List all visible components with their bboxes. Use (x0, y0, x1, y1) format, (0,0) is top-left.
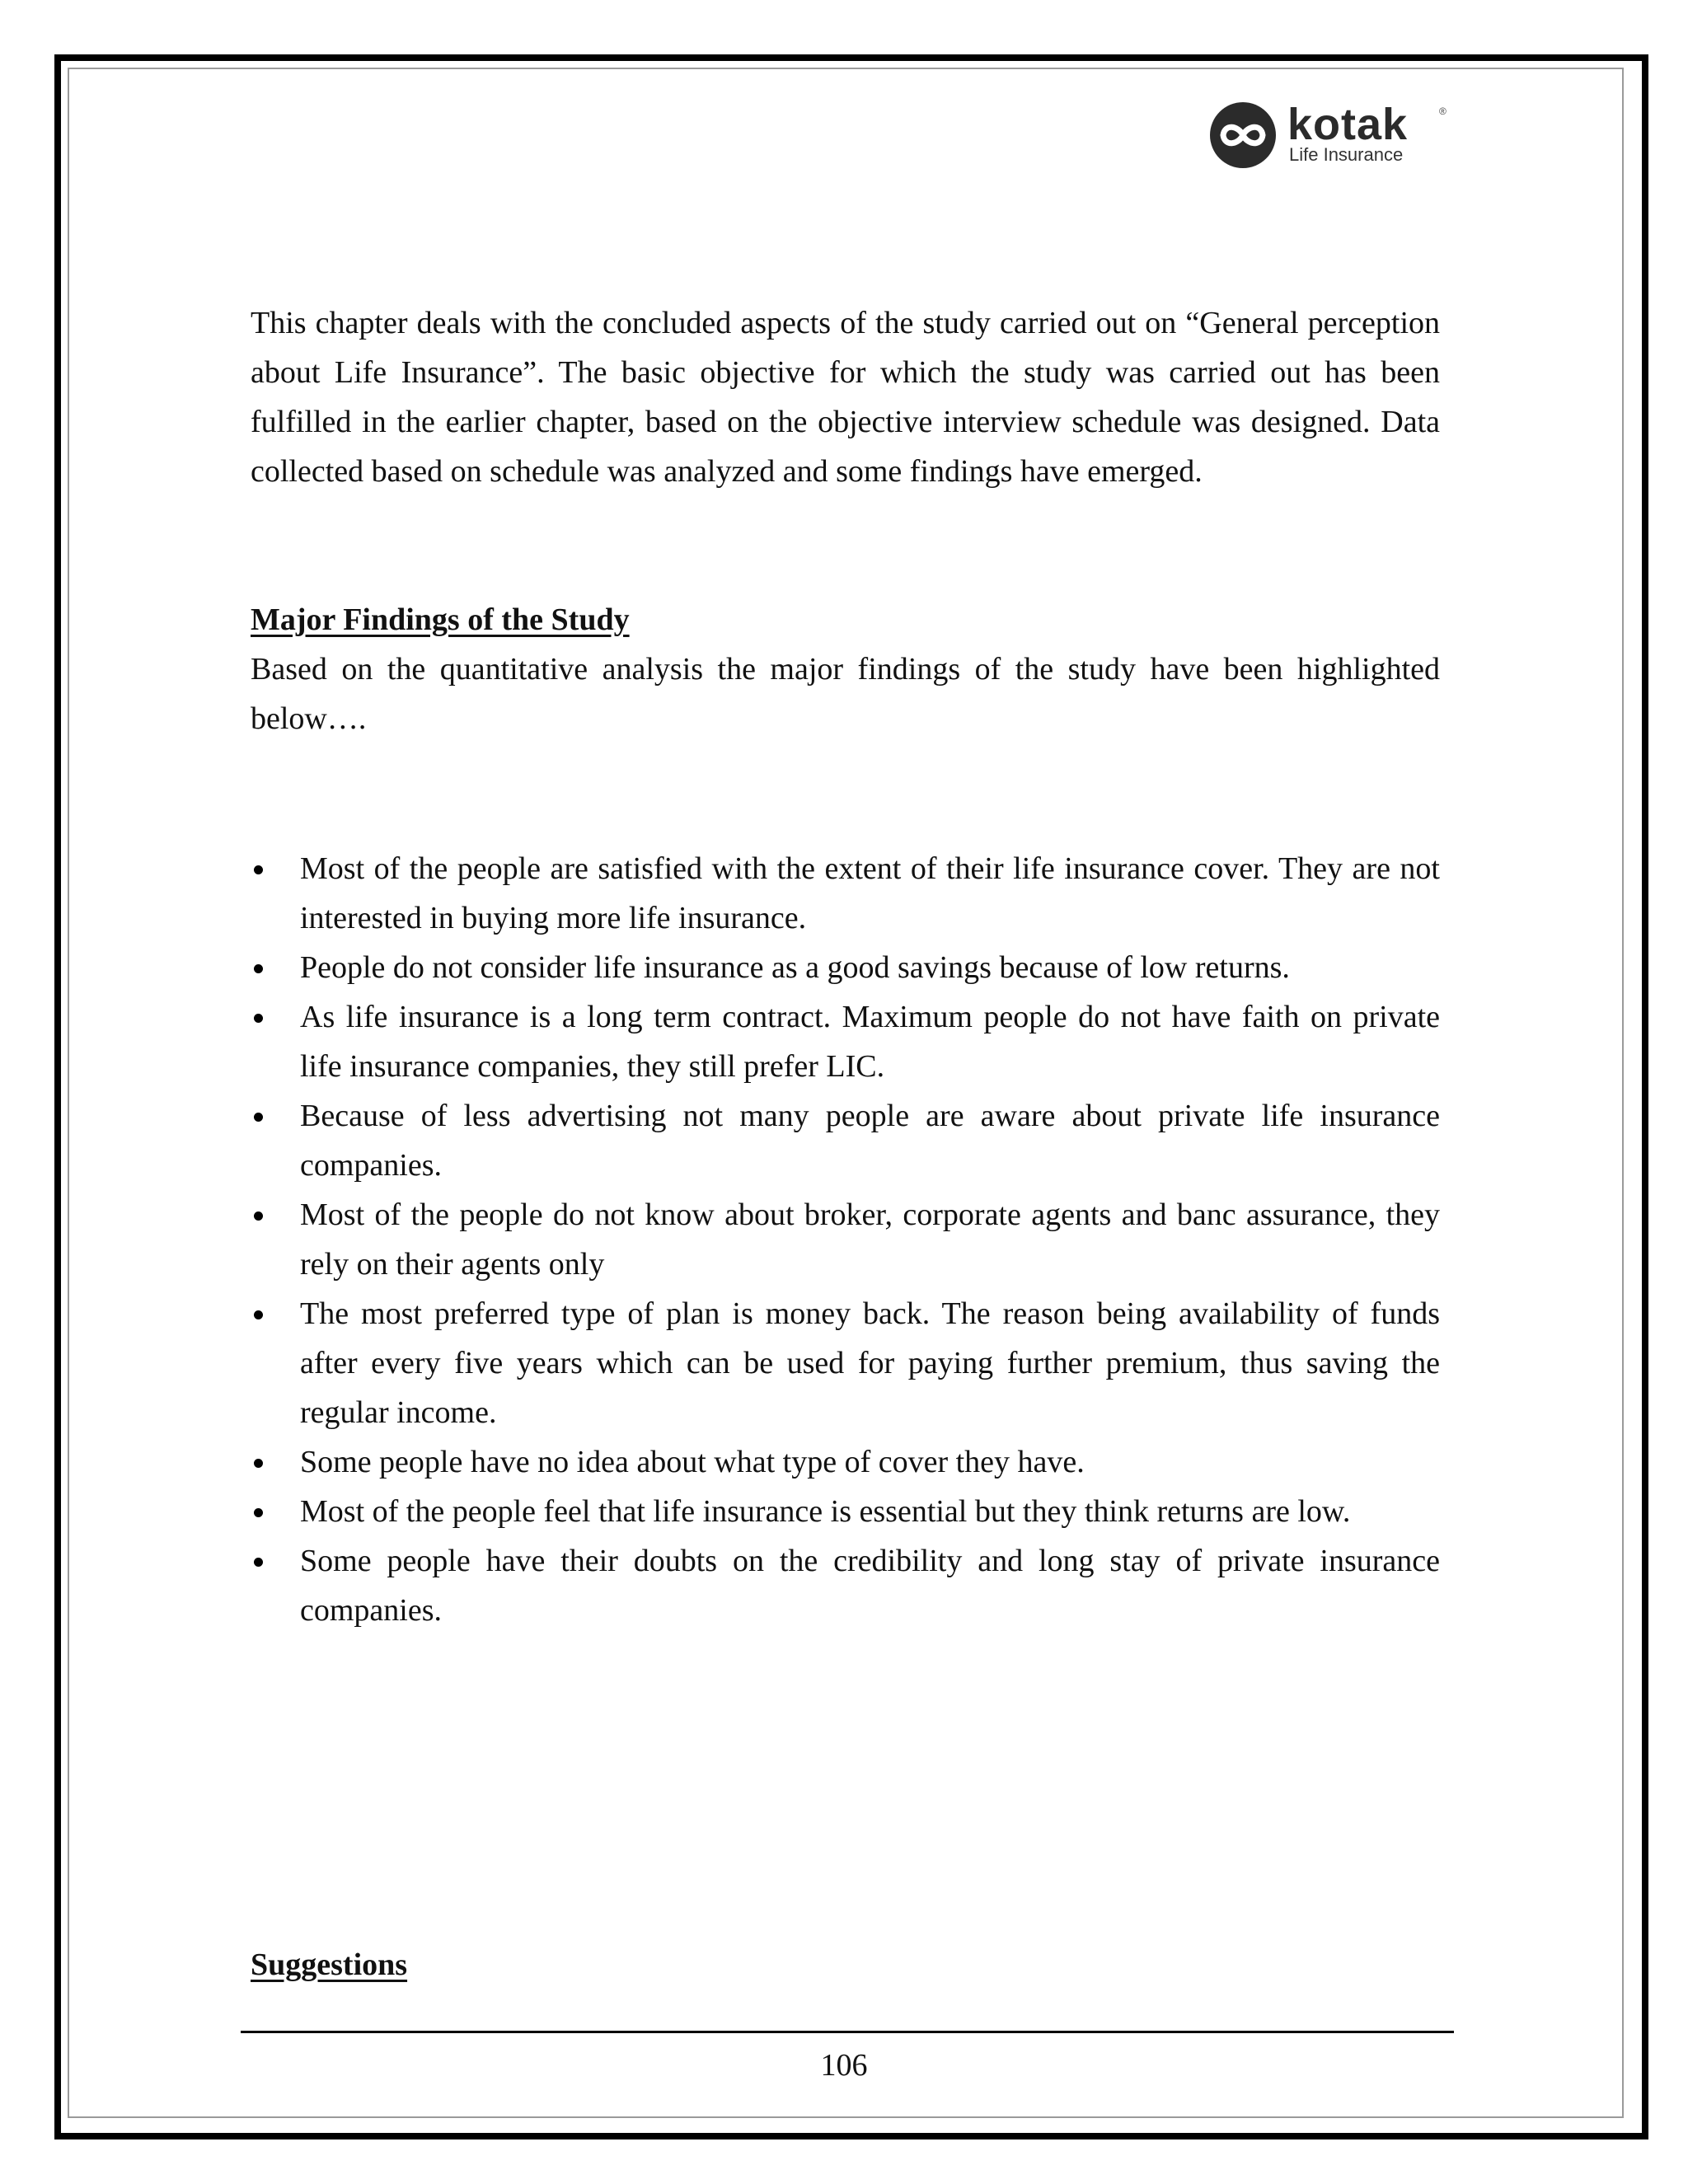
list-item (251, 1487, 1440, 1536)
major-findings-section (251, 595, 1440, 743)
findings-list (251, 844, 1440, 1635)
list-item-text: Some people have no idea about what type of cover they have. (300, 1445, 1085, 1479)
list-item-text: As life insurance is a long term contract. Maximum people do not have faith on private life insurance companies, they still prefer LIC. (300, 1000, 1440, 1084)
logo-registered-mark: ® (1439, 105, 1447, 117)
infinity-logo-icon (1208, 101, 1279, 170)
logo-subtitle: Life Insurance (1289, 144, 1404, 165)
list-item-text: Some people have their doubts on the credibility and long stay of private insurance companies. (300, 1544, 1440, 1628)
page-number: 106 (820, 2048, 868, 2083)
suggestions-heading: Suggestions (251, 1947, 408, 1982)
list-item-text: Most of the people are satisfied with the extent of their life insurance cover. They are not interested in buying more life insurance. (300, 851, 1440, 935)
major-findings-lead: Based on the quantitative analysis the major findings of the study have been highlighted below…. (251, 652, 1440, 736)
list-item-text: The most preferred type of plan is money back. The reason being availability of funds after every five years which can be used for paying further premium, thus saving the regular income. (300, 1296, 1440, 1430)
list-item-text: Most of the people do not know about broker, corporate agents and banc assurance, they rely on their agents only (300, 1197, 1440, 1282)
list-item (251, 943, 1440, 992)
list-item-text: People do not consider life insurance as a good savings because of low returns. (300, 950, 1290, 985)
list-item (251, 1190, 1440, 1289)
list-item (251, 1536, 1440, 1635)
logo-brand-text: kotak (1287, 100, 1409, 149)
list-item (251, 844, 1440, 943)
major-findings-heading: Major Findings of the Study (251, 602, 630, 637)
intro-section (251, 298, 1440, 496)
footer-divider (241, 2031, 1454, 2033)
list-item (251, 1437, 1440, 1487)
suggestions-section (251, 1940, 1440, 1990)
list-item (251, 992, 1440, 1091)
intro-paragraph: This chapter deals with the concluded aspects of the study carried out on “General perception about Life Insurance”. The basic objective for which the study was carried out has been fulfilled in the earlier chapter, based on the objective interview schedule was designed. Data collected based on schedule was analyzed and some findings have emerged. (251, 306, 1440, 489)
list-item (251, 1289, 1440, 1437)
list-item-text: Most of the people feel that life insurance is essential but they think returns are low. (300, 1494, 1351, 1529)
list-item-text: Because of less advertising not many people are aware about private life insurance companies. (300, 1099, 1440, 1183)
kotak-logo (1208, 101, 1447, 170)
list-item (251, 1091, 1440, 1190)
